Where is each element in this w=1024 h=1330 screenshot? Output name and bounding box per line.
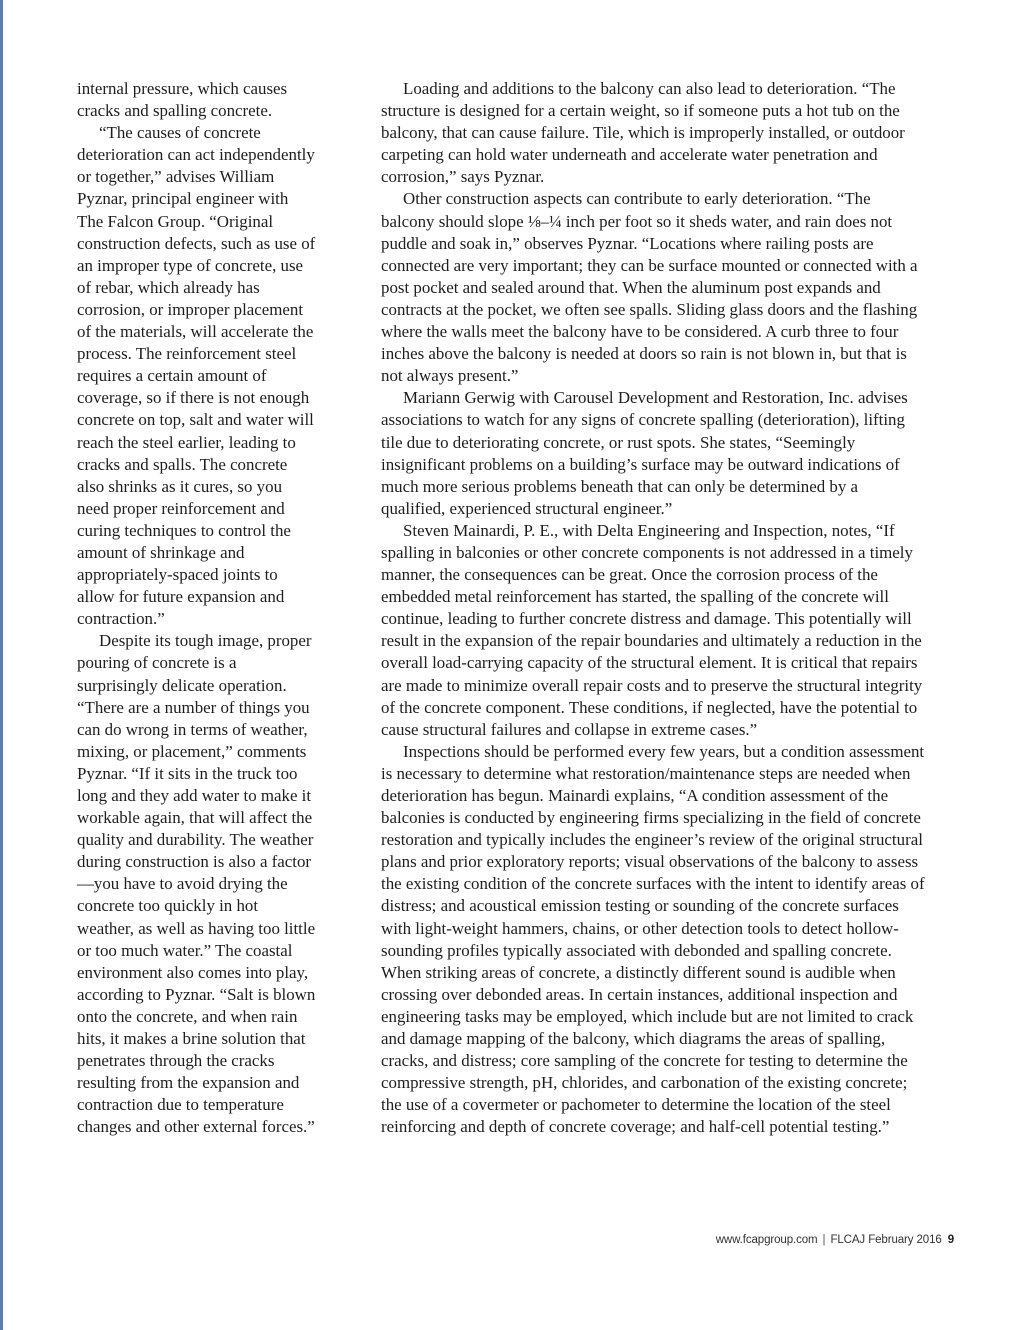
footer-website: www.fcapgroup.com (715, 1234, 818, 1246)
paragraph: Mariann Gerwig with Carousel Development and Restoration, Inc. advises associations to watch for any signs of concrete spalling (deterioration), lifting tile due to deteriorating concrete, or rust spots. She states, “Seemingly insignificant problems on a building’s surface may be outward indications of much more serious problems beneath that can only be determined by a qualified, experienced structural engineer.” (381, 388, 908, 518)
page-number: 9 (947, 1234, 954, 1246)
paragraph: internal pressure, which causes cracks and spalling concrete. (77, 79, 288, 121)
page-footer (600, 1234, 954, 1246)
article-column-left (77, 78, 317, 1139)
paragraph: Other construction aspects can contribute to early deterioration. “The balcony should slope ⅛–¼ inch per foot so it sheds water, and rain does not puddle and soak in,” observes Pyznar. “Locations where railing posts are connected are very important; they can be surface mounted or connected with a post pocket and sealed around that. When the aluminum post expands and contracts at the pocket, we often see spalls. Sliding glass doors and the flashing where the walls meet the balcony have to be considered. A curb three to four inches above the balcony is needed at doors so rain is not blown in, but that is not always present.” (381, 189, 918, 386)
footer-publication: FLCAJ (830, 1234, 866, 1246)
paragraph: Inspections should be performed every few years, but a condition assessment is necessary to determine what restoration/maintenance steps are needed when deterioration has begun. Mainardi explains, “A condition assessment of the balconies is conducted by engineering firms specializing in the field of concrete restoration and typically includes the engineer’s review of the original structural plans and prior exploratory reports; visual observations of the balcony to assess the existing condition of the concrete surfaces with the intent to identify areas of distress; and acoustical emission testing or sounding of the concrete surfaces with light-weight hammers, chains, or other detection tools to detect hollow-sounding profiles typically associated with debonded and spalling concrete. When striking areas of concrete, a distinctly different sound is audible when crossing over debonded areas. In certain instances, additional inspection and engineering tasks may be employed, which include but are not limited to crack and damage mapping of the balcony, which diagrams the areas of spalling, cracks, and distress; core sampling of the concrete for testing to determine the compressive strength, pH, chlorides, and carbonation of the existing concrete; the use of a covermeter or pachometer to determine the location of the steel reinforcing and depth of concrete coverage; and half-cell potential testing.” (381, 741, 925, 1137)
paragraph: Loading and additions to the balcony can also lead to deterioration. “The structure is designed for a certain weight, so if someone puts a hot tub on the balcony, that can cause failure. Tile, which is improperly installed, or outdoor carpeting can hold water underneath and accelerate water penetration and corrosion,” says Pyznar. (381, 79, 905, 187)
paragraph: “The causes of concrete deterioration can act independently or together,” advises William Pyznar, principal engineer with The Falcon Group. “Original construction defects, such as use of an improper type of concrete, use of rebar, which already has corrosion, or improper placement of the materials, will accelerate the process. The reinforcement steel requires a certain amount of coverage, so if there is not enough concrete on top, salt and water will reach the steel earlier, leading to cracks and spalls. The concrete also shrinks as it cures, so you need proper reinforcement and curing techniques to control the amount of shrinkage and appropriately-spaced joints to allow for future expansion and contraction.” (77, 123, 316, 629)
page-edge-rule (0, 0, 3, 1330)
paragraph: Despite its tough image, proper pouring of concrete is a surprisingly delicate operation. “There are a number of things you can do wrong in terms of weather, mixing, or placement,” comments Pyznar. “If it sits in the truck too long and they add water to make it workable again, that will affect the quality and durability. The weather during construction is also a factor—you have to avoid drying the concrete too quickly in hot weather, as well as having too little or too much water.” The coastal environment also comes into play, according to Pyznar. “Salt is blown onto the concrete, and when rain hits, it makes a brine solution that penetrates through the cracks resulting from the expansion and contraction due to temperature changes and other external forces.” (77, 631, 316, 1137)
paragraph: Steven Mainardi, P. E., with Delta Engineering and Inspection, notes, “If spalling in balconies or other concrete components is not addressed in a timely manner, the consequences can be great. Once the corrosion process of the embedded metal reinforcement has started, the spalling of the concrete will continue, leading to further concrete distress and damage. This potentially will result in the expansion of the repair boundaries and ultimately a reduction in the overall load-carrying capacity of the structural element. It is critical that repairs are made to minimize overall repair costs and to preserve the structural integrity of the concrete component. These conditions, if neglected, have the potential to cause structural failures and collapse in extreme cases.” (381, 520, 923, 739)
article-column-right (381, 78, 926, 1139)
footer-separator: | (822, 1234, 826, 1246)
footer-issue: February 2016 (868, 1234, 942, 1246)
